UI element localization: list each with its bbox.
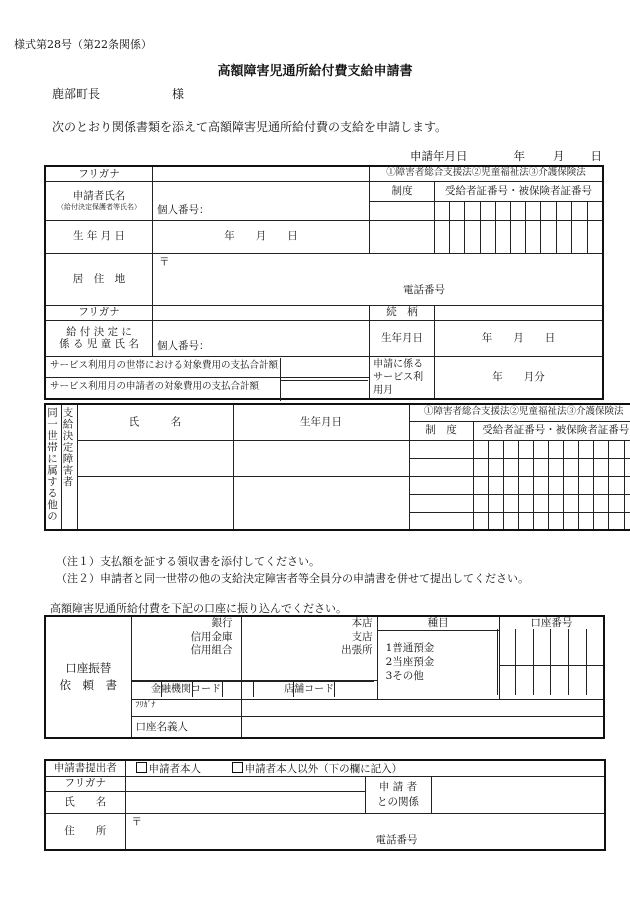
relation-field[interactable] xyxy=(434,305,603,320)
holder-furigana-field[interactable] xyxy=(241,699,604,716)
submitter-address-field[interactable] xyxy=(125,813,605,850)
note-1: （注１）支払額を証する領収書を添付してください。 xyxy=(56,555,320,568)
household-cert-header: 受給者証番号・被保険者証番号 xyxy=(473,421,630,440)
address-label: 居 住 地 xyxy=(45,253,153,305)
submitter-address-label: 住 所 xyxy=(45,813,125,850)
applicant-name-sub: （給付決定保護者等氏名） xyxy=(57,202,141,211)
child-name-label: 給 付 決 定 に 係 る 児 童 氏 名 xyxy=(45,320,153,356)
submitter-name-field[interactable] xyxy=(125,791,365,813)
household-birth-field-1[interactable] xyxy=(233,440,409,476)
seido-header: 制度 xyxy=(370,181,435,201)
child-birth-field[interactable]: 年 月 日 xyxy=(434,320,603,356)
child-furigana-label: フリガナ xyxy=(45,305,153,320)
applicant-name-field[interactable] xyxy=(153,181,370,220)
amount-divider xyxy=(280,380,368,381)
household-label-a: 同一世帯に属する他の xyxy=(45,404,61,530)
submitter-relation-label: 申 請 者 との関係 xyxy=(365,776,431,813)
submitter-options xyxy=(125,760,605,776)
year-label: 年 xyxy=(513,149,525,163)
birth-label: 生 年 月 日 xyxy=(45,220,153,253)
postal-mark: 〒 xyxy=(159,255,170,268)
address-field[interactable] xyxy=(153,253,603,305)
household-seido-header: 制 度 xyxy=(409,421,473,440)
submitter-name-label: 氏 名 xyxy=(45,791,125,813)
birth-field[interactable]: 年 月 日 xyxy=(153,220,370,253)
apply-service-month-field[interactable]: 年 月分 xyxy=(434,356,603,399)
bank-code-boxes[interactable] xyxy=(131,681,253,697)
submitter-relation-field[interactable] xyxy=(431,776,605,813)
child-furigana-field[interactable] xyxy=(153,305,370,320)
cert-number-header: 受給者証番号・被保険者証番号 xyxy=(434,181,603,201)
month-label: 月 xyxy=(553,149,565,163)
submitter-label: 申請書提出者 xyxy=(45,760,125,776)
household-birth-header: 生年月日 xyxy=(233,404,409,440)
submitter-phone-label: 電話番号 xyxy=(375,833,418,846)
household-name-field-2[interactable] xyxy=(77,476,233,530)
household-name-field-1[interactable] xyxy=(77,440,233,476)
apply-date-label: 申請年月日 xyxy=(410,149,468,163)
type-other[interactable]: 3その他 xyxy=(385,670,424,683)
applicant-name-label: 申請者氏名 （給付決定保護者等氏名） xyxy=(45,181,153,220)
bank-intro: 高額障害児通所給付費を下記の口座に振り込んでください。 xyxy=(50,602,347,615)
phone-label: 電話番号 xyxy=(403,283,446,296)
branch-name-field[interactable]: 本店 支店 出張所 xyxy=(241,616,377,680)
law-options: ①障害者総合支援法②児童福祉法③介護保険法 xyxy=(370,166,603,181)
child-name-field[interactable] xyxy=(153,320,370,356)
branch-code-boxes[interactable] xyxy=(253,681,374,697)
day-label: 日 xyxy=(590,149,602,163)
addressee: 鹿部町長 xyxy=(52,87,101,101)
account-type-header: 種目 xyxy=(378,617,499,631)
seido-field[interactable] xyxy=(370,201,435,220)
submitter-self-option[interactable]: 申請者本人 xyxy=(136,763,202,775)
bank-code-label: 金融機関コード xyxy=(131,680,241,699)
submitter-other-option[interactable]: 申請者本人以外（下の欄に記入） xyxy=(232,763,403,775)
page-title: 高額障害児通所給付費支給申請書 xyxy=(217,64,413,79)
form-number: 様式第28号（第22条関係） xyxy=(14,38,152,51)
self-checkbox[interactable] xyxy=(136,762,147,773)
type-current[interactable]: 2当座預金 xyxy=(385,656,435,669)
apply-date xyxy=(410,148,602,164)
service-household-label: サービス利用月の世帯における対象費用の支払合計額 xyxy=(45,356,370,377)
submitter-postal-mark: 〒 xyxy=(131,815,142,828)
household-birth-field-2[interactable] xyxy=(233,476,409,530)
submitter-table xyxy=(44,759,606,851)
my-number-label: 個人番号： xyxy=(157,204,210,217)
intro-text: 次のとおり関係書類を添えて高額障害児通所給付費の支給を申請します。 xyxy=(52,120,448,134)
other-checkbox[interactable] xyxy=(232,762,243,773)
child-my-number-label: 個人番号： xyxy=(157,340,210,353)
note-2: （注２）申請者と同一世帯の他の支給決定障害者等全員分の申請書を併せて提出してください。 xyxy=(56,572,529,585)
household-name-header: 氏 名 xyxy=(77,404,233,440)
submitter-furigana-field[interactable] xyxy=(125,776,365,791)
addressee-honorific: 様 xyxy=(172,87,185,101)
holder-label: 口座名義人 xyxy=(131,716,241,738)
submitter-furigana-label: フリガナ xyxy=(45,776,125,791)
account-number-header: 口座番号 xyxy=(499,616,604,665)
apply-service-month-label: 申請に係るサービス利用月 xyxy=(370,356,435,399)
service-applicant-label: サービス利用月の申請者の対象費用の支払合計額 xyxy=(45,377,370,399)
child-birth-label: 生年月日 xyxy=(370,320,435,356)
account-digit-boxes[interactable] xyxy=(480,629,604,695)
holder-furigana-label: ﾌﾘｶﾞﾅ xyxy=(131,699,241,716)
household-label-b: 支給決定障害者 xyxy=(61,404,77,530)
type-ordinary[interactable]: 1普通預金 xyxy=(385,642,435,654)
bank-name-field[interactable]: 銀行 信用金庫 信用組合 xyxy=(131,616,241,680)
holder-field[interactable] xyxy=(241,716,604,738)
furigana-label: フリガナ xyxy=(45,166,153,181)
bank-label: 口座振替 依 頼 書 xyxy=(45,616,131,738)
household-table xyxy=(44,403,630,531)
branch-code-label: 店舗コード xyxy=(241,680,377,699)
household-law-options: ①障害者総合支援法②児童福祉法③介護保険法 xyxy=(409,404,630,421)
relation-label: 続 柄 xyxy=(370,305,435,320)
furigana-field[interactable] xyxy=(153,166,370,181)
